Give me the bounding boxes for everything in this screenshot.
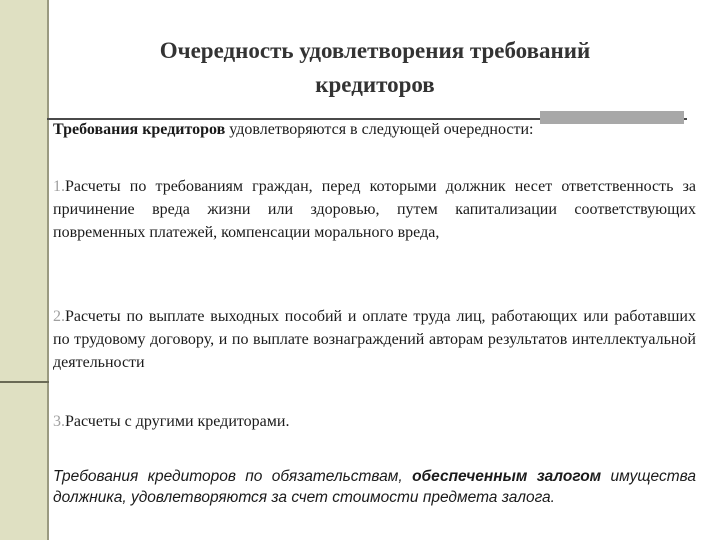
note-bold-text: обеспеченным залогом <box>412 468 602 485</box>
intro-paragraph <box>53 120 693 140</box>
priority-item-text: Расчеты по выплате выходных пособий и оплате труда лиц, работающих или работавших по трудовому договору, и по выплате вознаграждений авторам результатов интеллектуальной деятельности <box>53 308 696 371</box>
priority-item-1 <box>53 175 696 244</box>
note-text-end: имущества должника, удовлетворяются за счет стоимости предмета залога. <box>53 468 696 506</box>
slide-title <box>60 34 690 102</box>
priority-item-text: Расчеты с другими кредиторами. <box>65 413 290 430</box>
priority-item-number: 3. <box>53 413 65 430</box>
intro-bold-text: Требования кредиторов <box>53 121 226 138</box>
priority-item-2 <box>53 305 696 374</box>
side-decoration-line <box>47 0 49 540</box>
collateral-note <box>53 466 696 508</box>
priority-item-text: Расчеты по требованиям граждан, перед которыми должник несет ответственность за причинение вреда жизни или здоровью, путем капитализации соответствующих повременных платежей, компенсации морального вреда, <box>53 178 696 241</box>
slide-title-line-2: кредиторов <box>315 72 435 97</box>
note-text-start: Требования кредиторов по обязательствам, <box>53 468 413 485</box>
side-decoration-band <box>0 0 47 540</box>
priority-item-3 <box>53 410 696 433</box>
slide-title-line-1: Очередность удовлетворения требований <box>159 38 591 63</box>
intro-rest-text: удовлетворяются в следующей очередности: <box>225 121 534 138</box>
priority-item-number: 2. <box>53 308 65 325</box>
priority-item-number: 1. <box>53 178 65 195</box>
side-decoration-tick <box>0 381 49 383</box>
